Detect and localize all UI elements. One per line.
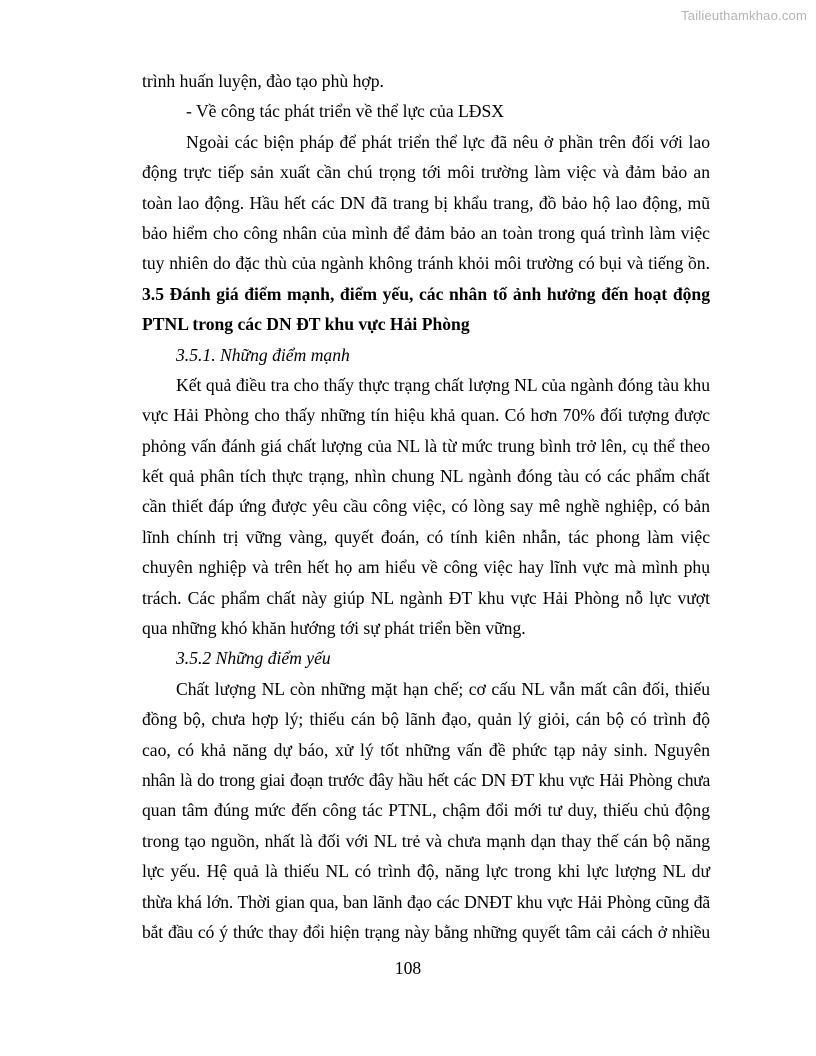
text-line: cần thiết đáp ứng được yêu cầu công việc, có lòng say mê nghề nghiệp, có bản	[142, 496, 710, 517]
subsection-item: - Về công tác phát triển về thể lực của LĐSX	[186, 101, 504, 122]
text-line: đồng bộ, chưa hợp lý; thiếu cán bộ lãnh đạo, quản lý giỏi, cán bộ có trình độ	[142, 709, 710, 730]
text-line: tuy nhiên do đặc thù của ngành không tránh khỏi môi trường có bụi và tiếng ồn.	[142, 253, 710, 274]
subsection-heading: 3.5.2 Những điểm yếu	[176, 648, 331, 669]
text-line: lực yếu. Hệ quả là thiếu NL có trình độ, năng lực trong khi lực lượng NL dư	[142, 861, 710, 882]
text-line: Chất lượng NL còn những mặt hạn chế; cơ cấu NL vẫn mất cân đối, thiếu	[176, 678, 710, 699]
text-line: thừa khá lớn. Thời gian qua, ban lãnh đạo các DNĐT khu vực Hải Phòng cũng đã	[142, 891, 710, 912]
text-line: trách. Các phẩm chất này giúp NL ngành ĐT khu vực Hải Phòng nỗ lực vượt	[142, 587, 710, 608]
text-line: lĩnh chính trị vững vàng, quyết đoán, có tính kiên nhẫn, tác phong làm việc	[142, 526, 710, 547]
watermark: Tailieuthamkhao.com	[681, 8, 807, 23]
page-number: 108	[394, 958, 422, 978]
text-line: chuyên nghiệp và trên hết họ am hiểu về công việc hay lĩnh vực mà mình phụ	[142, 557, 710, 578]
text-line: bảo hiểm cho công nhân của mình để đảm bảo an toàn trong quá trình làm việc	[142, 222, 710, 243]
text-line: Ngoài các biện pháp để phát triển thể lực đã nêu ở phần trên đối với lao	[186, 131, 710, 152]
text-line: phỏng vấn đánh giá chất lượng của NL là từ mức trung bình trở lên, cụ thể theo	[142, 435, 710, 456]
text-line: toàn lao động. Hầu hết các DN đã trang bị khẩu trang, đồ bảo hộ lao động, mũ	[142, 192, 710, 213]
subsection-heading: 3.5.1. Những điểm mạnh	[176, 344, 350, 365]
text-line: trong tạo nguồn, nhất là đối với NL trẻ và chưa mạnh dạn thay thế cán bộ năng	[142, 830, 710, 851]
section-heading: PTNL trong các DN ĐT khu vực Hải Phòng	[142, 314, 470, 335]
text-line: cao, có khả năng dự báo, xử lý tốt những vấn đề phức tạp nảy sinh. Nguyên	[142, 739, 710, 760]
text-line: quan tâm đúng mức đến công tác PTNL, chậm đổi mới tư duy, thiếu chủ động	[142, 800, 710, 821]
text-line: kết quả phân tích thực trạng, nhìn chung NL ngành đóng tàu có các phẩm chất	[142, 466, 710, 487]
text-line: vực Hải Phòng cho thấy những tín hiệu khả quan. Có hơn 70% đối tượng được	[142, 405, 710, 426]
text-line: bắt đầu có ý thức thay đổi hiện trạng này bằng những quyết tâm cải cách ở nhiều	[142, 921, 710, 942]
section-heading: 3.5 Đánh giá điểm mạnh, điểm yếu, các nhân tố ảnh hưởng đến hoạt động	[142, 283, 710, 304]
document-page	[142, 66, 710, 947]
text-line: Kết quả điều tra cho thấy thực trạng chất lượng NL của ngành đóng tàu khu	[176, 374, 710, 395]
text-line: nhân là do trong giai đoạn trước đây hầu hết các DN ĐT khu vực Hải Phòng chưa	[142, 769, 710, 790]
text-line: trình huấn luyện, đào tạo phù hợp.	[142, 71, 384, 91]
text-line: qua những khó khăn hướng tới sự phát triển bền vững.	[142, 618, 526, 639]
text-line: động trực tiếp sản xuất cần chú trọng tới môi trường làm việc và đảm bảo an	[142, 162, 710, 183]
